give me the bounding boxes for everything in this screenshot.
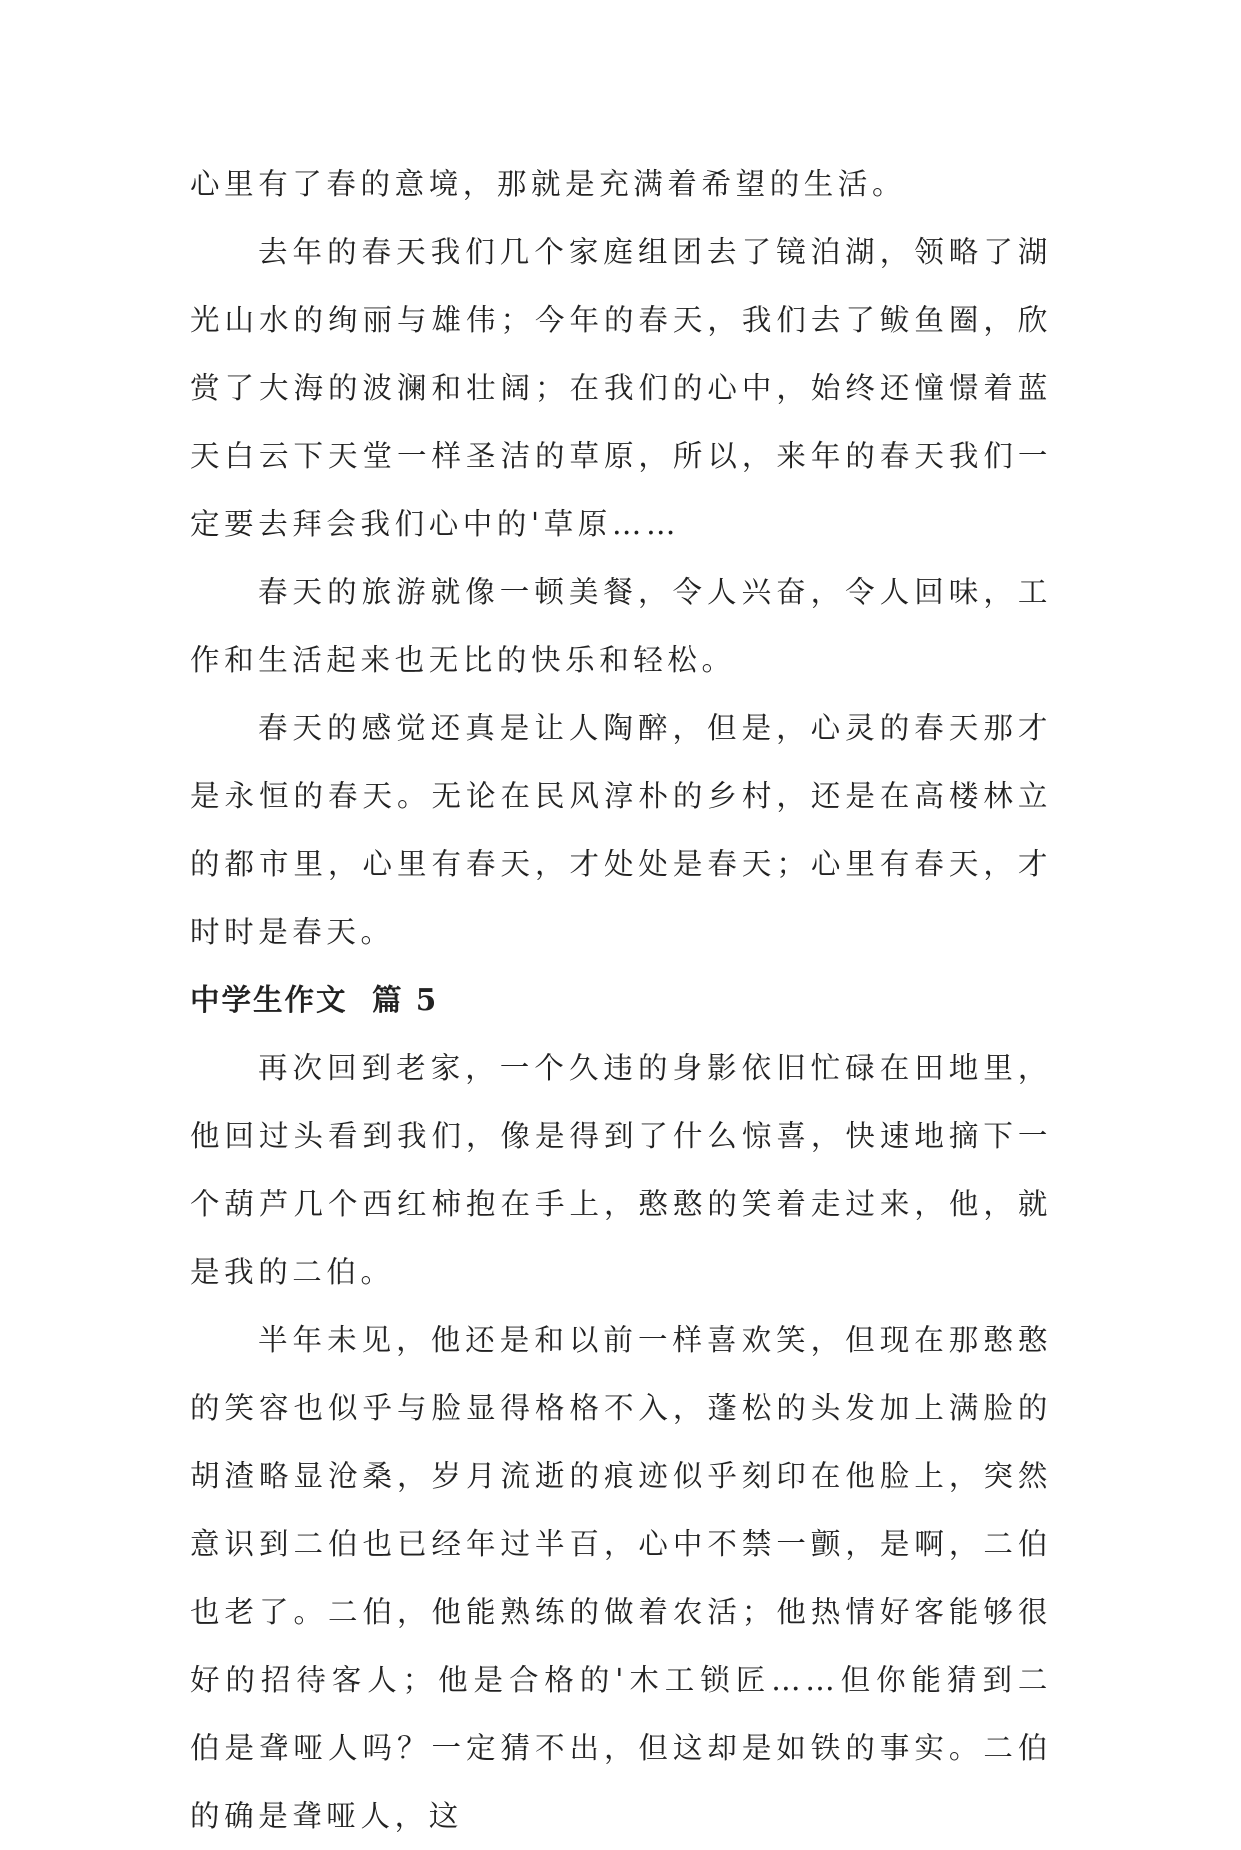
paragraph-spring-travel: 去年的春天我们几个家庭组团去了镜泊湖，领略了湖光山水的绚丽与雄伟；今年的春天，我们去了鲅鱼圈，欣赏了大海的波澜和壮阔；在我们的心中，始终还憧憬着蓝天白云下天堂一样圣洁的草原，所以，来年的春天我们一定要去拜会我们心中的'草原……	[190, 235, 1052, 541]
paragraph-spring-hope: 心里有了春的意境，那就是充满着希望的生活。	[190, 167, 907, 201]
paragraph-second-uncle-return: 再次回到老家，一个久违的身影依旧忙碌在田地里，他回过头看到我们，像是得到了什么惊喜，快速地摘下一个葫芦几个西红柿抱在手上，憨憨的笑着走过来，他，就是我的二伯。	[190, 1051, 1052, 1289]
document-body	[190, 150, 1052, 1850]
paragraph-spring-meal: 春天的旅游就像一顿美餐，令人兴奋，令人回味，工作和生活起来也无比的快乐和轻松。	[190, 575, 1052, 677]
paragraph-spring-heart: 春天的感觉还真是让人陶醉，但是，心灵的春天那才是永恒的春天。无论在民风淳朴的乡村，还是在高楼林立的都市里，心里有春天，才处处是春天；心里有春天，才时时是春天。	[190, 711, 1052, 949]
paragraph-second-uncle-description: 半年未见，他还是和以前一样喜欢笑，但现在那憨憨的笑容也似乎与脸显得格格不入，蓬松的头发加上满脸的胡渣略显沧桑，岁月流逝的痕迹似乎刻印在他脸上，突然意识到二伯也已经年过半百，心中不禁一颤，是啊，二伯也老了。二伯，他能熟练的做着农活；他热情好客能够很好的招待客人；他是合格的'木工锁匠……但你能猜到二伯是聋哑人吗？一定猜不出，但这却是如铁的事实。二伯的确是聋哑人，这	[190, 1323, 1052, 1833]
section-heading: 中学生作文 篇 5	[190, 982, 439, 1017]
